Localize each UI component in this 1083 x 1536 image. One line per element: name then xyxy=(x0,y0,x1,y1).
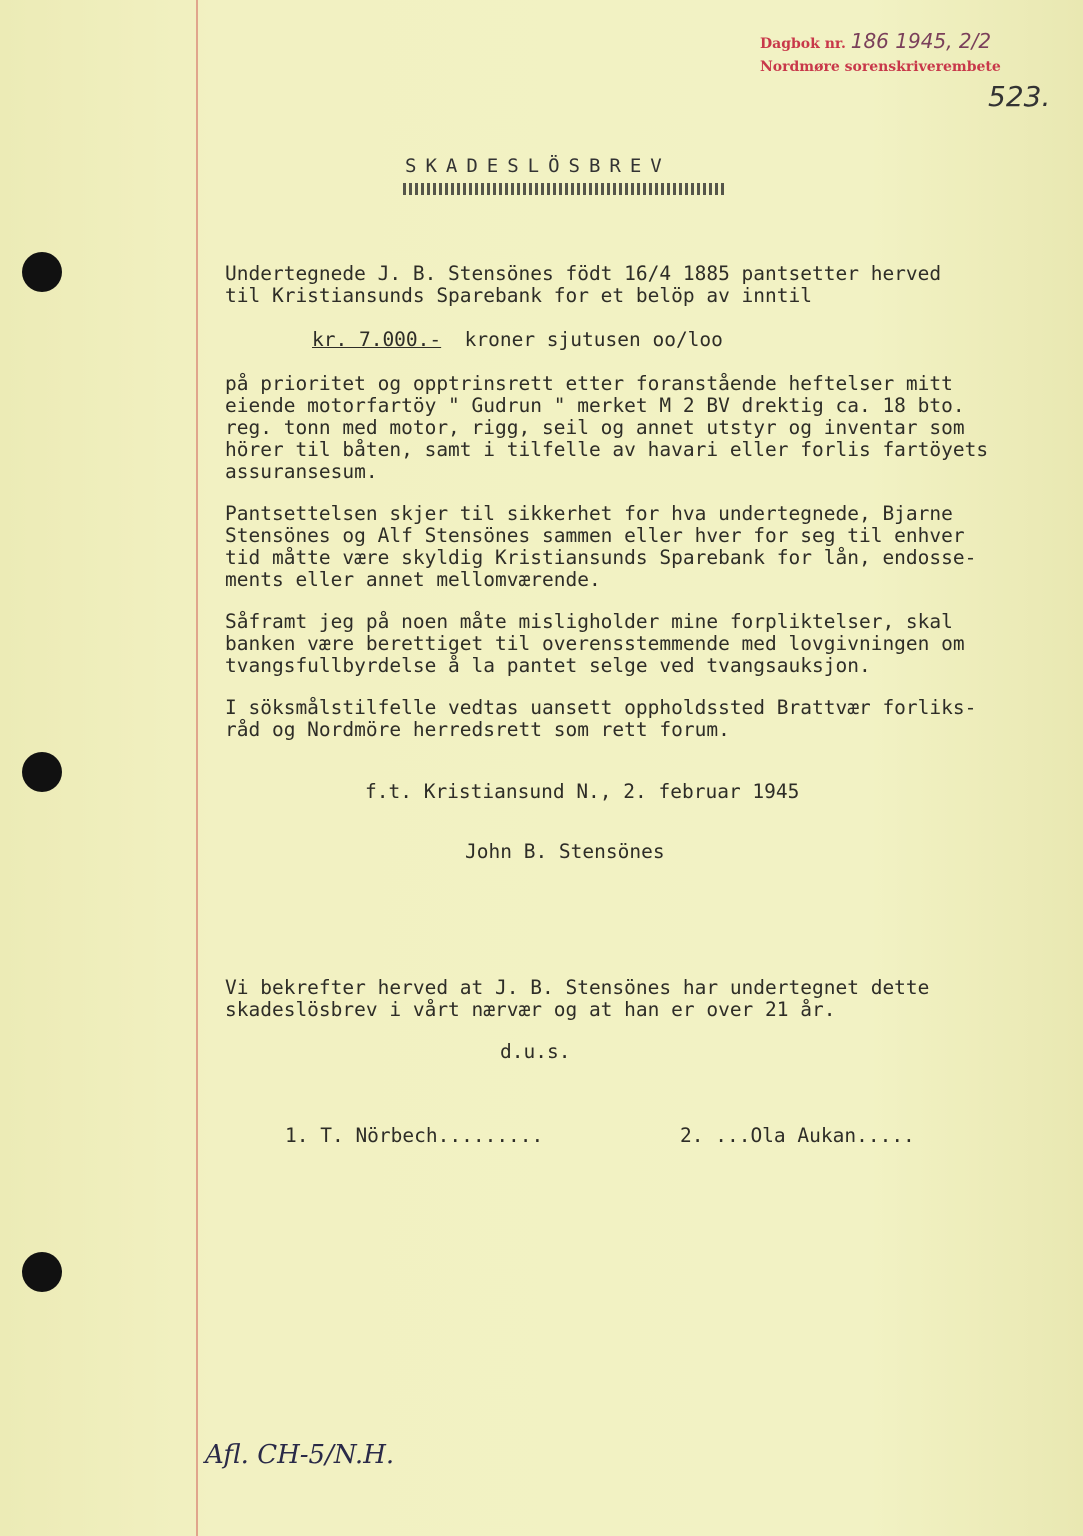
place-date: f.t. Kristiansund N., 2. februar 1945 xyxy=(365,780,800,803)
text-line: råd og Nordmöre herredsrett som rett forum. xyxy=(225,718,730,741)
stamp-office: Nordmøre sorenskriverembete xyxy=(760,59,1001,75)
text-line: ments eller annet mellomværende. xyxy=(225,568,601,591)
dus-mark: d.u.s. xyxy=(500,1040,571,1063)
document-title: SKADESLÖSBREV xyxy=(405,155,671,177)
text-line: eiende motorfartöy " Gudrun " merket M 2 BV drektig ca. 18 bto. xyxy=(225,394,965,417)
witness-2: 2. ...Ola Aukan..... xyxy=(680,1124,915,1147)
punch-hole-middle xyxy=(22,752,62,792)
margin-line xyxy=(196,0,198,1536)
signature: John B. Stensönes xyxy=(465,840,665,863)
text-line: tvangsfullbyrdelse å la pantet selge ved tvangsauksjon. xyxy=(225,654,871,677)
registry-stamp xyxy=(760,30,1001,79)
text-line: assuransesum. xyxy=(225,460,378,483)
text-line: på prioritet og opptrinsrett etter foranstående heftelser mitt xyxy=(225,372,953,395)
punch-hole-bottom xyxy=(22,1252,62,1292)
text-line: Pantsettelsen skjer til sikkerhet for hva undertegnede, Bjarne xyxy=(225,502,953,525)
text-line: banken være berettiget til overensstemmende med lovgivningen om xyxy=(225,632,965,655)
stamp-printed-label: Dagbok nr. xyxy=(760,36,846,52)
text-line: Såframt jeg på noen måte misligholder mine forpliktelser, skal xyxy=(225,610,953,633)
text-line: til Kristiansunds Sparebank for et belöp av inntil xyxy=(225,284,812,307)
text-line: Stensönes og Alf Stensönes sammen eller hver for seg til enhver xyxy=(225,524,965,547)
page-number: 523. xyxy=(988,80,1051,113)
amount-figure: kr. 7.000.- xyxy=(312,328,442,351)
stamp-handwritten-entry: 186 1945, 2/2 xyxy=(850,29,992,53)
text-line: I söksmålstilfelle vedtas uansett oppholdssted Brattvær forliks- xyxy=(225,696,977,719)
amount-line xyxy=(312,328,723,351)
text-line: Vi bekrefter herved at J. B. Stensönes har undertegnet dette xyxy=(225,976,930,999)
text-line: tid måtte være skyldig Kristiansunds Sparebank for lån, endosse- xyxy=(225,546,977,569)
punch-hole-top xyxy=(22,252,62,292)
witness-1: 1. T. Nörbech......... xyxy=(285,1124,544,1147)
text-line: hörer til båten, samt i tilfelle av havari eller forlis fartöyets xyxy=(225,438,989,461)
text-line: Undertegnede J. B. Stensönes födt 16/4 1885 pantsetter herved xyxy=(225,262,942,285)
amount-words: kroner sjutusen oo/loo xyxy=(464,328,723,351)
title-underline xyxy=(403,183,725,195)
handwritten-note: Afl. CH-5/N.H. xyxy=(205,1440,395,1470)
text-line: skadeslösbrev i vårt nærvær og at han er over 21 år. xyxy=(225,998,836,1021)
text-line: reg. tonn med motor, rigg, seil og annet utstyr og inventar som xyxy=(225,416,965,439)
